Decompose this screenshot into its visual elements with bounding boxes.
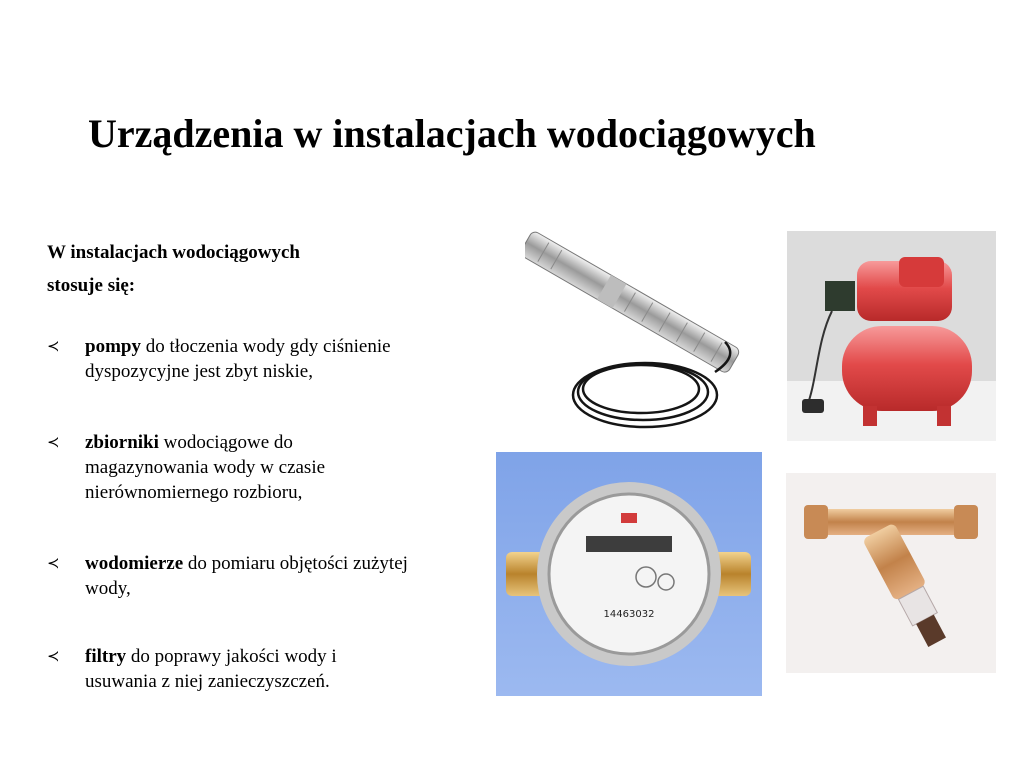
meter-dial-code: 14463032 [603, 609, 655, 620]
bullet-arrow-icon: ≺ [47, 337, 60, 355]
water-filter-image [786, 473, 996, 673]
bullet-text-continued: wody, [85, 578, 131, 599]
intro-line-1: W instalacjach wodociągowych [47, 242, 300, 263]
bullet-text-continued: nierównomiernego rozbioru, [85, 482, 303, 503]
slide-title: Urządzenia w instalacjach wodociągowych [88, 111, 816, 156]
bullet-arrow-icon: ≺ [47, 554, 60, 572]
submersible-pump-image [525, 222, 750, 434]
water-meter-image [496, 452, 762, 696]
bullet-term: pompy [85, 336, 141, 357]
bullet-term: zbiorniki [85, 432, 159, 453]
bullet-text: wodociągowe do [158, 432, 293, 453]
bullet-text-continued: dyspozycyjne jest zbyt niskie, [85, 361, 313, 382]
pressure-tank-pump-image [787, 231, 996, 441]
bullet-term: filtry [85, 646, 127, 667]
bullet-text: do tłoczenia wody gdy ciśnienie [140, 336, 391, 357]
bullet-arrow-icon: ≺ [47, 647, 60, 665]
bullet-text: do pomiaru objętości zużytej [183, 553, 408, 574]
bullet-text: do poprawy jakości wody i [126, 646, 337, 667]
intro-text [47, 236, 447, 302]
bullet-text-continued: magazynowania wody w czasie [85, 457, 326, 478]
bullet-term: wodomierze [85, 553, 184, 574]
bullet-text-continued: usuwania z niej zanieczyszczeń. [85, 671, 330, 692]
intro-line-2: stosuje się: [47, 275, 136, 296]
bullet-arrow-icon: ≺ [47, 433, 60, 451]
